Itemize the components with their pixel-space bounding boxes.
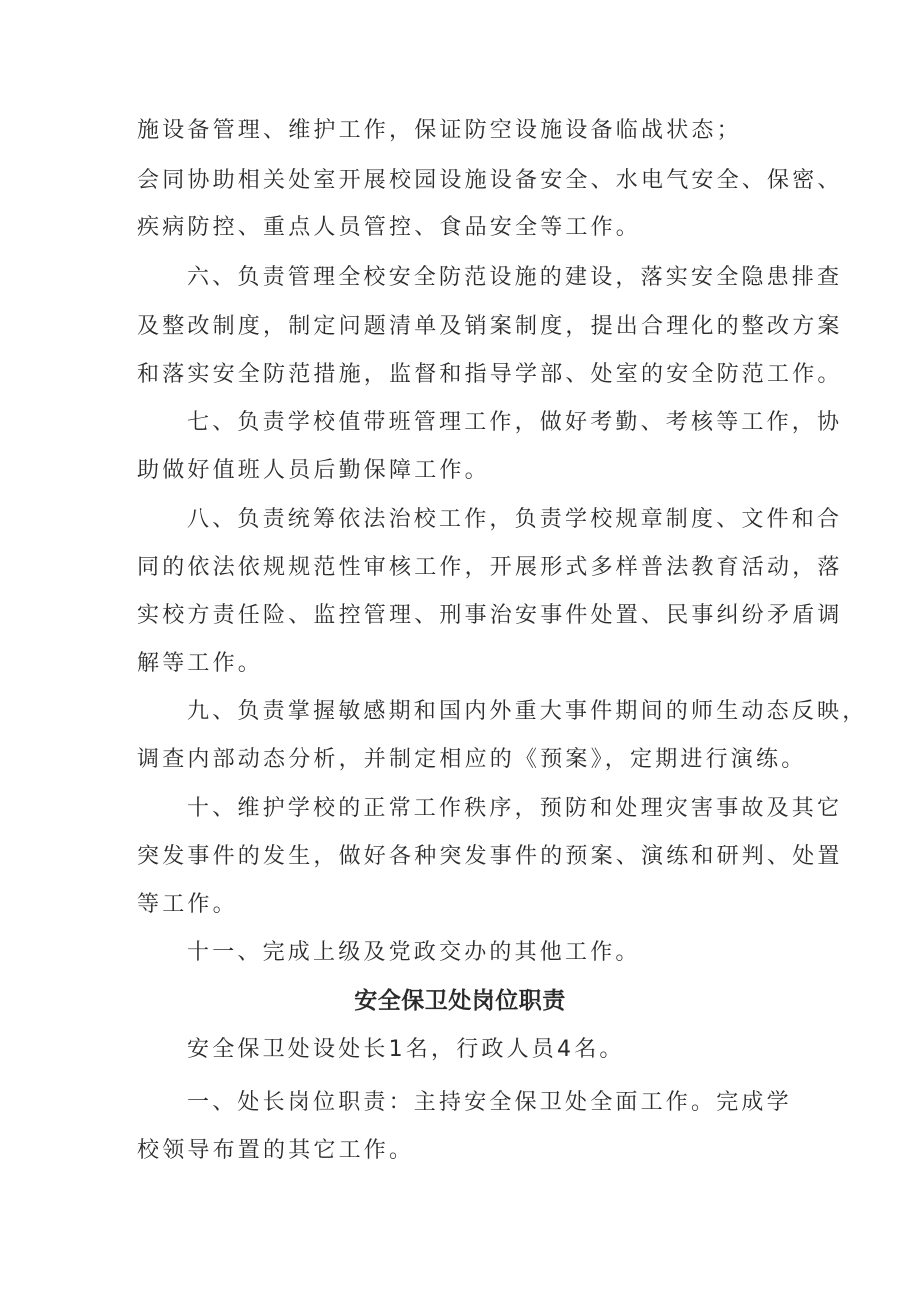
text-line: 助做好值班人员后勤保障工作。 (137, 458, 490, 483)
text-line: 实校方责任险、监控管理、刑事治安事件处置、民事纠纷矛盾调 (137, 603, 843, 628)
paragraph-9-line-1: 九、负责掌握敏感期和国内外重大事件期间的师生动态反映， (187, 699, 868, 724)
text-line: 会同协助相关处室开展校园设施设备安全、水电气安全、保密、 (137, 168, 843, 193)
duty-line-2: 校领导布置的其它工作。 (137, 1138, 415, 1163)
section-title: 安全保卫处岗位职责 (354, 988, 566, 1014)
text-line: 及整改制度，制定问题清单及销案制度，提出合理化的整改方案 (137, 314, 843, 339)
duty-line-1: 一、处长岗位职责：主持安全保卫处全面工作。完成学 (187, 1090, 792, 1115)
staffing-text: 安全保卫处设处长1名，行政人员4名。 (187, 1037, 625, 1062)
text-line: 同的依法依规规范性审核工作，开展形式多样普法教育活动，落 (137, 555, 843, 580)
text-line: 等工作。 (137, 892, 238, 917)
text-line: 突发事件的发生，做好各种突发事件的预案、演练和研判、处置 (137, 844, 843, 869)
paragraph-7-line-1: 七、负责学校值带班管理工作，做好考勤、考核等工作，协 (187, 410, 843, 435)
paragraph-10-line-1: 十、维护学校的正常工作秩序，预防和处理灾害事故及其它 (187, 796, 843, 821)
text-line: 解等工作。 (137, 651, 264, 676)
paragraph-8-line-1: 八、负责统筹依法治校工作，负责学校规章制度、文件和合 (187, 507, 843, 532)
paragraph-11-line-1: 十一、完成上级及党政交办的其他工作。 (187, 940, 641, 965)
text-line: 施设备管理、维护工作，保证防空设施设备临战状态； (137, 118, 742, 143)
text-line: 和落实安全防范措施，监督和指导学部、处室的安全防范工作。 (137, 362, 843, 387)
paragraph-6-line-1: 六、负责管理全校安全防范设施的建设，落实安全隐患排查 (187, 265, 843, 290)
text-line: 调查内部动态分析，并制定相应的《预案》，定期进行演练。 (137, 747, 807, 772)
text-line: 疾病防控、重点人员管控、食品安全等工作。 (137, 215, 642, 240)
